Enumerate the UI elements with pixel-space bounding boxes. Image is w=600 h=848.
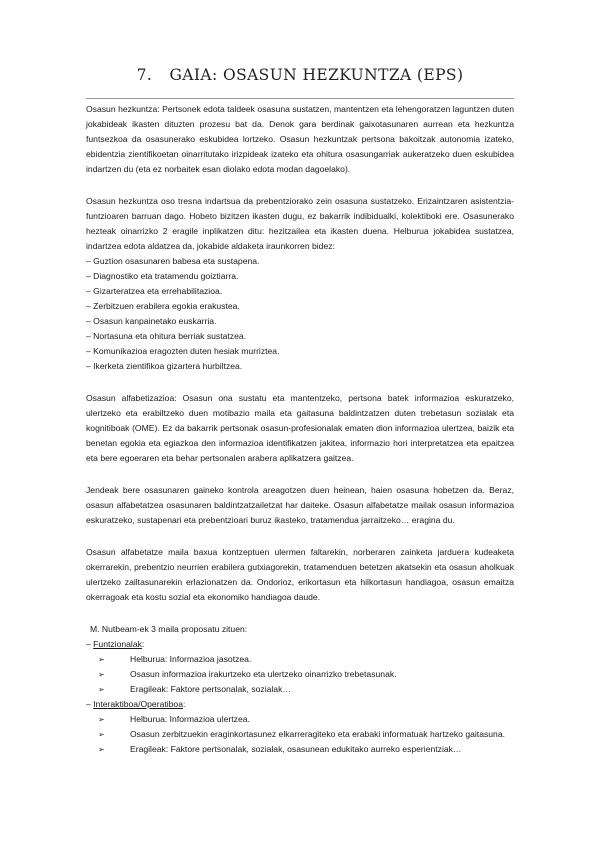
list-item: – Gizarteratzea eta errehabilitazioa.: [86, 286, 223, 296]
level-heading: – Interaktiboa/Operatiboa:: [86, 699, 186, 709]
list-item: ➢ Eragileak: Faktore pertsonalak, sozialak, osasunean edukitako aurreko esperientziak…: [86, 742, 514, 757]
list-item: – Ikerketa zientifikoa gizartera hurbiltzea.: [86, 361, 243, 371]
arrow-bullet-icon: ➢: [98, 715, 105, 724]
level-name: Interaktiboa/Operatiboa: [93, 699, 183, 709]
list-item: – Komunikazioa eragozten duten hesiak murriztea.: [86, 346, 280, 356]
level-name: Funtzionalak: [93, 639, 142, 649]
list-item: ➢ Osasun zerbitzuekin eraginkortasunez elkarreragiteko eta erabaki informatuak hartzeko gaitasuna.: [86, 727, 514, 742]
level-heading: – Funtzionalak:: [86, 639, 145, 649]
list-item: – Nortasuna eta ohitura berriak sustatzea.: [86, 331, 247, 341]
arrow-bullet-icon: ➢: [98, 670, 105, 679]
paragraph-health-education-tool: Osasun hezkuntza oso tresna indartsua da prebentziorako zein osasuna sustatzeko. Erizaintzaren asistentzia-funtzioaren barruan dago. Hobeto bizitzen ikasten dugu, ez bakarrik indibidualki, kolektiboki ere. Osasunerako hezteak oinarrizko 2 eragile inplikatzen ditu: hezitzailea eta ikasten duena. Helburua jokabidea sustatzea, indartzea edota aldatzea da, jokabide aldaketa iraunkorren bidez:: [86, 196, 514, 251]
paragraph-low-literacy: Osasun alfabetatze maila baxua kontzeptuen ulermen faltarekin, norberaren zainketa jarduera kudeaketa okerrarekin, prebentzio neurrien erabilera gutxiagorekin, tratamenduen betetzen akatsekin eta osasun aholkuak ulertzeko zailtasunarekin erlazionatzen da. Ondorioz, erikortasun eta hilkortasun handiagoa, osasun emaitza okerragoak eta kostu sozial eta ekonomiko handiagoa daude.: [86, 547, 514, 602]
list-item: ➢ Helburua: Informazioa ulertzea.: [86, 712, 514, 727]
title-underline: [86, 98, 514, 99]
arrow-bullet-icon: ➢: [98, 745, 105, 754]
page-title: [0, 66, 600, 84]
arrow-bullet-icon: ➢: [98, 655, 105, 664]
list-item: – Guztion osasunaren babesa eta sustapena.: [86, 256, 260, 266]
list-item: – Osasun kanpainetako euskarria.: [86, 316, 217, 326]
levels-intro: M. Nutbeam-ek 3 maila proposatu zituen:: [90, 624, 248, 634]
paragraph-health-education: Osasun hezkuntza: Pertsonek edota taldeek osasuna sustatzen, mantentzen eta lehengoratzen laguntzen duten jokabideak ikasten dituzten prozesu bat da. Denok gara berdinak gaixotasunaren aurrean eta hezkuntza funtsezkoa da osasunerako eskubidea lortzeko. Osasun hezkuntzak pertsona bakoitzak autonomia izateko, ebidentzia zientifikoetan oinarritutako irizpideak izateko eta ohitura osasungarriak aukeratzeko duen eskubidea indartzen du (eta ez norbaitek esan diolako edota modan dagoelako).: [86, 104, 514, 174]
arrow-bullet-icon: ➢: [98, 685, 105, 694]
objectives-list: [86, 254, 514, 374]
list-item: – Zerbitzuen erabilera egokia erakustea.: [86, 301, 240, 311]
chapter-number: 7.: [136, 66, 153, 84]
document-body: [86, 102, 514, 757]
chapter-title: GAIA: OSASUN HEZKUNTZA (EPS): [169, 66, 464, 84]
paragraph-health-control: Jendeak bere osasunaren gaineko kontrola areagotzen duen heinean, haien osasuna hobetzen da. Beraz, osasun alfabetatzea osasunaren baldintzatzailetzat har daiteke. Osasun alfabetatze mailak osasun informazioa eskuratzeko, sustapenari eta prebentzioari buruz ikasteko, tratamendua jarraitzeko… eragina du.: [86, 485, 514, 525]
list-item: ➢ Osasun informazioa irakurtzeko eta ulertzeko oinarrizko trebetasunak.: [86, 667, 514, 682]
nutbeam-levels: [86, 622, 514, 757]
list-item: ➢ Helburua: Informazioa jasotzea.: [86, 652, 514, 667]
arrow-bullet-icon: ➢: [98, 730, 105, 739]
list-item: – Diagnostiko eta tratamendu goiztiarra.: [86, 271, 239, 281]
list-item: ➢ Eragileak: Faktore pertsonalak, sozialak…: [86, 682, 514, 697]
paragraph-health-literacy: Osasun alfabetizazioa: Osasun ona sustatu eta mantentzeko, pertsona batek informazioa eskuratzeko, ulertzeko eta erabiltzeko duen motibazio maila eta gaitasuna baldintzatzen duten trebetasun sozialak eta kognitiboak (OME). Ez da bakarrik pertsonak osasun-profesionalak ematen dion informazioa ulertzea, baizik eta benetan egokia eta egiazkoa den informazioa identifikatzen jakitea, informazio hori interpretatzea eta epaitzea eta bere egoeraren eta behar pertsonalen arabera aplikatzera gaitzea.: [86, 393, 514, 463]
